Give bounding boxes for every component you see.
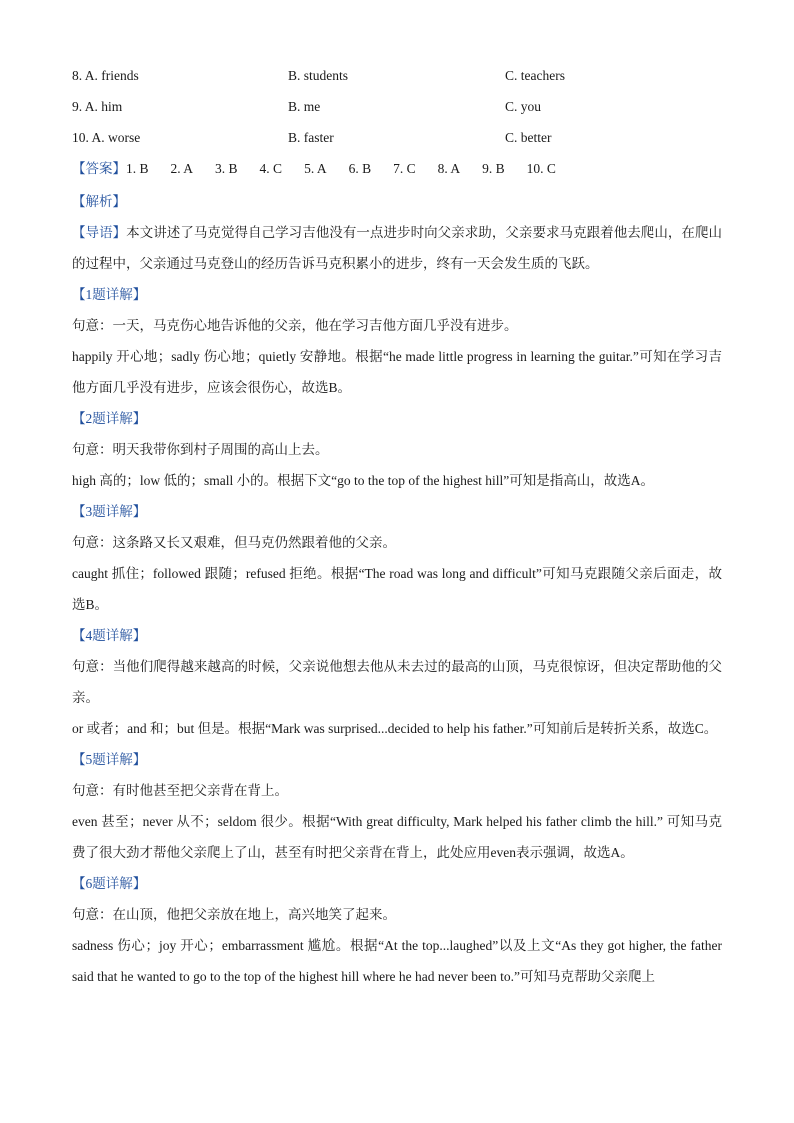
answer-10: 10. C (526, 161, 556, 176)
answer-4: 4. C (259, 161, 283, 176)
option-10c: C. better (505, 130, 552, 145)
detail-1-heading: 【1题详解】 (72, 287, 147, 302)
detail-3-sense: 句意：这条路又长又艰难，但马克仍然跟着他的父亲。 (72, 535, 396, 550)
detail-2-explain: high 高的；low 低的；small 小的。根据下文“go to the top of the highest hill”可知是指高山，故选A。 (72, 473, 654, 488)
detail-2-heading: 【2题详解】 (72, 411, 147, 426)
detail-5-sense: 句意：有时他甚至把父亲背在背上。 (72, 783, 288, 798)
detail-2-sense: 句意：明天我带你到村子周围的高山上去。 (72, 442, 329, 457)
option-10a: 10. A. worse (72, 130, 141, 145)
option-8b: B. students (288, 68, 349, 83)
detail-6-sense: 句意：在山顶，他把父亲放在地上，高兴地笑了起来。 (72, 907, 396, 922)
option-9b: B. me (288, 99, 321, 114)
answer-5: 5. A (304, 161, 327, 176)
detail-5-heading: 【5题详解】 (72, 752, 147, 767)
detail-4-sense: 句意：当他们爬得越来越高的时候，父亲说他想去他从未去过的最高的山顶，马克很惊讶，但决定帮助他的父亲。 (72, 659, 722, 705)
answer-8: 8. A (437, 161, 461, 176)
option-8a: 8. A. friends (72, 68, 139, 83)
answer-2: 2. A (170, 161, 194, 176)
detail-4-heading: 【4题详解】 (72, 628, 147, 643)
detail-6-heading: 【6题详解】 (72, 876, 147, 891)
detail-1-sense: 句意：一天，马克伤心地告诉他的父亲，他在学习吉他方面几乎没有进步。 (72, 318, 518, 333)
answer-6: 6. B (348, 161, 372, 176)
option-9a: 9. A. him (72, 99, 123, 114)
option-10b: B. faster (288, 130, 334, 145)
detail-4-explain: or 或者；and 和；but 但是。根据“Mark was surprised...decided to help his father.”可知前后是转折关系，故选C。 (72, 721, 718, 736)
answer-3: 3. B (215, 161, 238, 176)
option-9c: C. you (505, 99, 542, 114)
analysis-label: 【解析】 (72, 194, 126, 209)
answer-7: 7. C (393, 161, 416, 176)
detail-3-explain: caught 抓住；followed 跟随；refused 拒绝。根据“The road was long and difficult”可知马克跟随父亲后面走，故选B。 (72, 566, 722, 612)
answer-9: 9. B (482, 161, 505, 176)
option-row-9 (72, 93, 722, 124)
detail-3-heading: 【3题详解】 (72, 504, 147, 519)
option-8c: C. teachers (505, 68, 565, 83)
detail-5-explain: even 甚至；never 从不；seldom 很少。根据“With great difficulty, Mark helped his father climb the hill.” 可知马克费了很大劲才帮他父亲爬上了山，甚至有时把父亲背在背上，此处应用even表示强调，故选A。 (72, 814, 722, 860)
guide-paragraph (72, 217, 722, 279)
option-row-10 (72, 124, 722, 155)
detail-1-explain: happily 开心地；sadly 伤心地；quietly 安静地。根据“he made little progress in learning the guitar.”可知在学习吉他方面几乎没有进步，应该会很伤心，故选B。 (72, 349, 722, 395)
detail-6-explain: sadness 伤心；joy 开心；embarrassment 尴尬。根据“At the top...laughed”以及上文“As they got higher, the father said that he wanted to go to the top of the highest hill where he had never been to.”可知马克帮助父亲爬上 (72, 938, 722, 984)
answer-label: 【答案】 (72, 161, 126, 176)
guide-text: 本文讲述了马克觉得自己学习吉他没有一点进步时向父亲求助，父亲要求马克跟着他去爬山，在爬山的过程中，父亲通过马克登山的经历告诉马克积累小的进步，终有一天会发生质的飞跃。 (72, 225, 723, 271)
answer-key (72, 155, 722, 186)
guide-tag: 【导语】 (72, 225, 127, 240)
answer-1: 1. B (126, 161, 149, 176)
option-row-8 (72, 62, 722, 93)
document-page (72, 62, 722, 992)
